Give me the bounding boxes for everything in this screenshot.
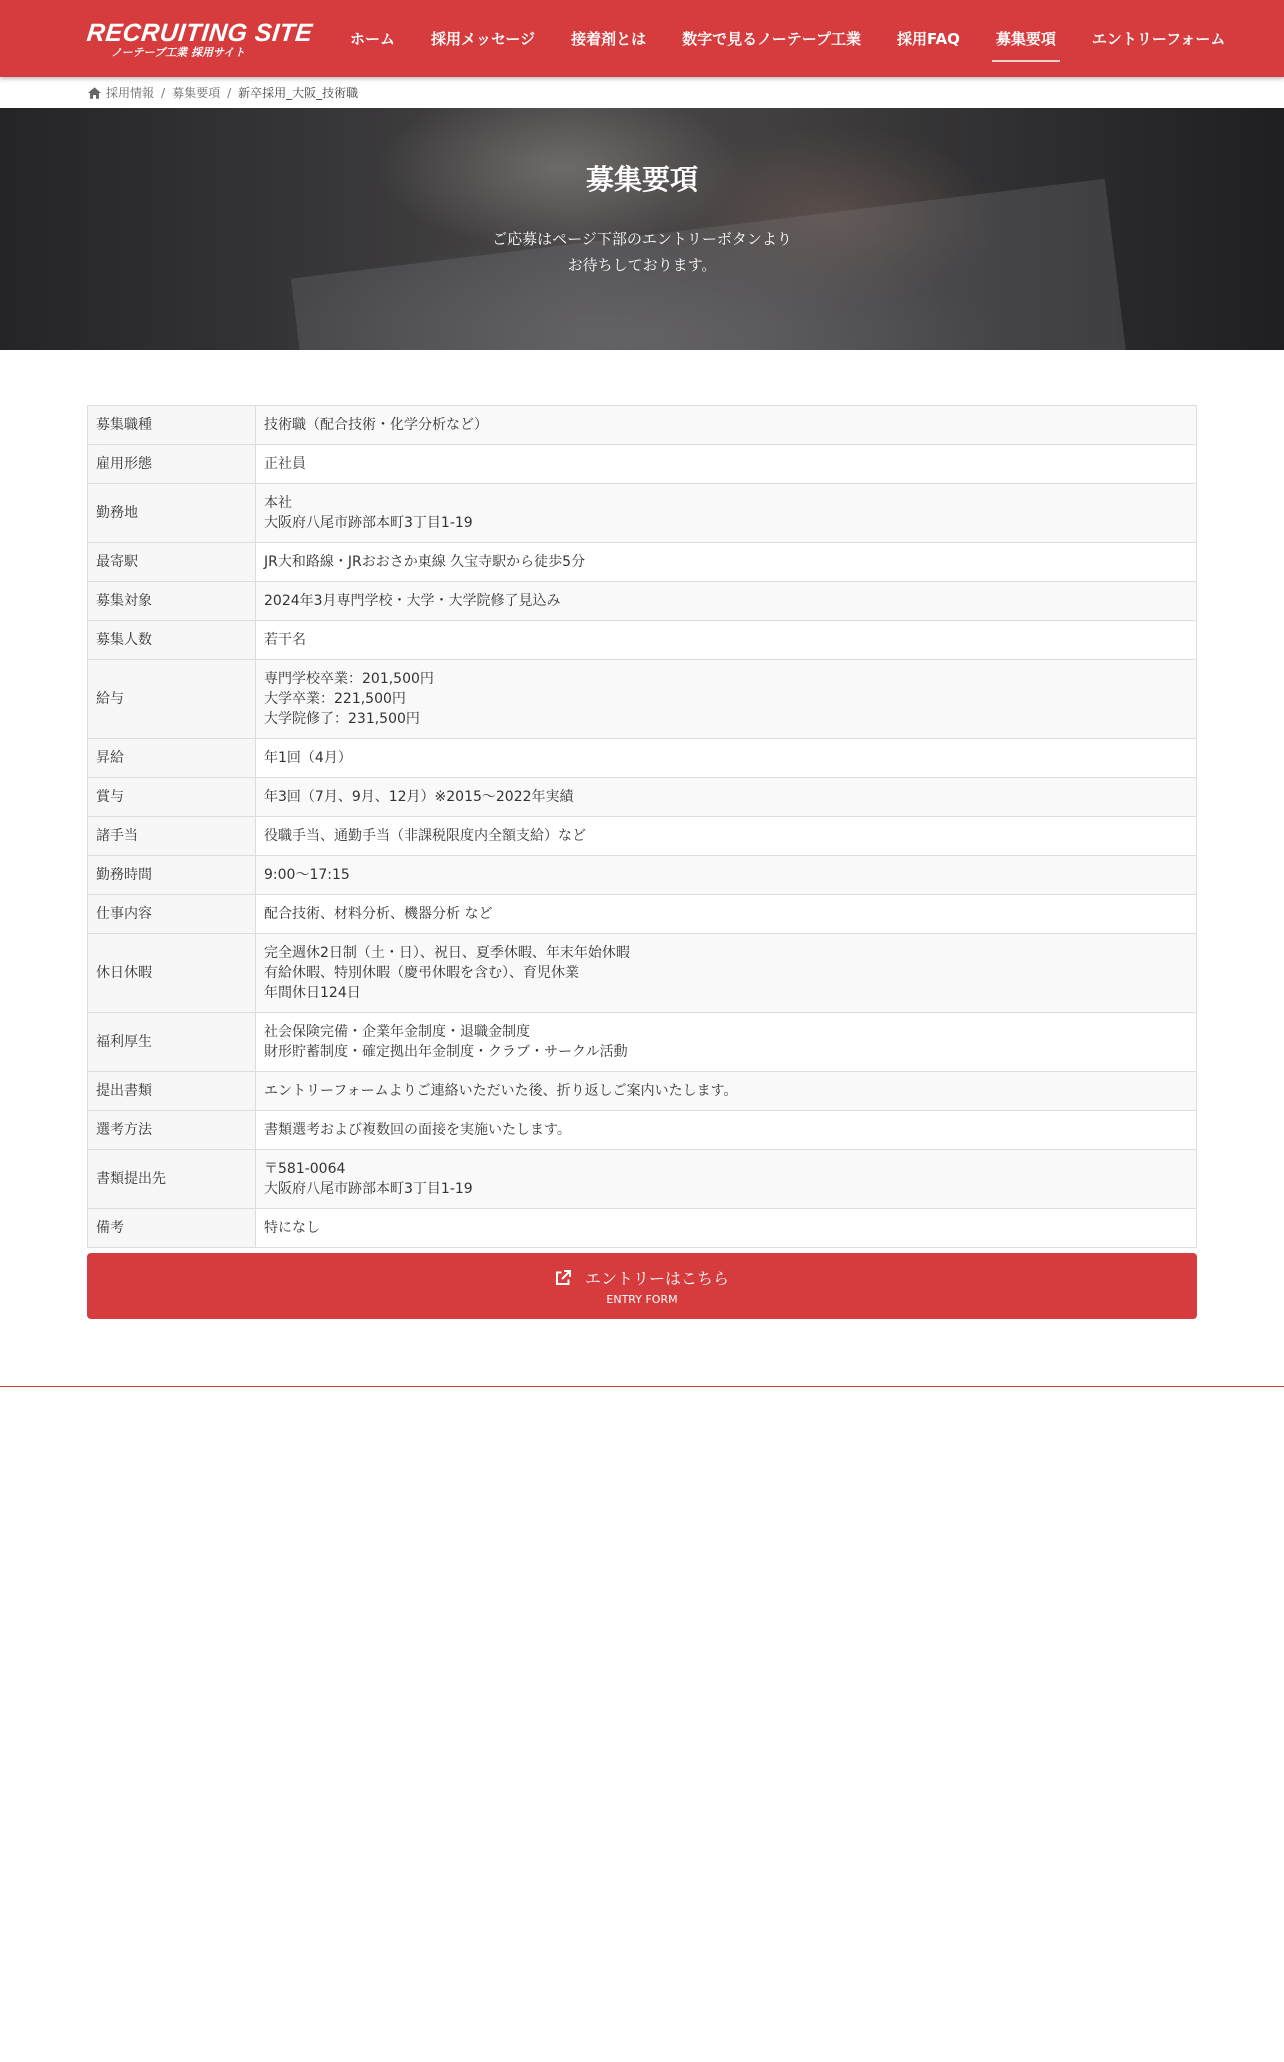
table-row [88, 406, 1197, 445]
global-nav [332, 0, 1243, 77]
row-label: 備考 [88, 1209, 256, 1248]
entry-button-sub-label: ENTRY FORM [606, 1293, 678, 1306]
row-value-line: 完全週休2日制（土・日）、祝日、夏季休暇、年末年始休暇 [264, 945, 630, 961]
row-value [256, 1111, 1197, 1150]
row-value [256, 543, 1197, 582]
table-row [88, 543, 1197, 582]
row-value-line: 年間休日124日 [264, 985, 361, 1001]
home-icon [88, 87, 101, 99]
row-label: 勤務地 [88, 484, 256, 543]
logo-main-text: RECRUITING SITE [85, 19, 315, 47]
row-label: 賞与 [88, 778, 256, 817]
hero-text-line1: ご応募はページ下部のエントリーボタンより [492, 230, 792, 248]
hero-text-line2: お待ちしております。 [567, 256, 717, 274]
table-row [88, 1209, 1197, 1248]
row-label: 雇用形態 [88, 445, 256, 484]
row-value-line: 財形貯蓄制度・確定拠出年金制度・クラブ・サークル活動 [264, 1044, 628, 1060]
table-row [88, 817, 1197, 856]
breadcrumb-current: 新卒採用_大阪_技術職 [238, 86, 359, 100]
entry-button[interactable] [87, 1253, 1197, 1319]
row-label: 募集対象 [88, 582, 256, 621]
table-row [88, 934, 1197, 1013]
table-row [88, 660, 1197, 739]
table-row [88, 856, 1197, 895]
row-value [256, 856, 1197, 895]
row-value-line: 書類選考および複数回の面接を実施いたします。 [264, 1122, 571, 1138]
row-label: 仕事内容 [88, 895, 256, 934]
table-row [88, 1111, 1197, 1150]
table-row [88, 582, 1197, 621]
row-label: 選考方法 [88, 1111, 256, 1150]
table-row [88, 1013, 1197, 1072]
nav-entry-form[interactable]: エントリーフォーム [1091, 30, 1226, 48]
site-header [0, 0, 1284, 77]
row-value [256, 1013, 1197, 1072]
row-value-line: エントリーフォームよりご連絡いただいた後、折り返しご案内いたします。 [264, 1083, 738, 1099]
row-value [256, 582, 1197, 621]
table-row [88, 739, 1197, 778]
table-row [88, 445, 1197, 484]
row-label: 書類提出先 [88, 1150, 256, 1209]
nav-message[interactable]: 採用メッセージ [431, 30, 536, 48]
row-value-line: 社会保険完備・企業年金制度・退職金制度 [264, 1024, 530, 1040]
footer-divider [0, 1386, 1284, 1387]
row-value-line: 年1回（4月） [264, 750, 352, 766]
requirements-table-body [88, 406, 1197, 1248]
nav-adhesive[interactable]: 接着剤とは [571, 30, 647, 48]
breadcrumb-requirements[interactable]: 募集要項 [172, 86, 221, 100]
row-value-line: 有給休暇、特別休暇（慶弔休暇を含む）、育児休業 [264, 965, 579, 981]
breadcrumb-separator: / [227, 85, 232, 100]
row-value-line: 正社員 [264, 456, 306, 472]
nav-home[interactable]: ホーム [350, 30, 396, 48]
row-value [256, 739, 1197, 778]
row-label: 提出書類 [88, 1072, 256, 1111]
breadcrumb-separator: / [161, 85, 166, 100]
table-row [88, 484, 1197, 543]
row-label: 休日休暇 [88, 934, 256, 1013]
nav-requirements[interactable]: 募集要項 [978, 0, 1074, 77]
external-link-icon [555, 1270, 571, 1286]
site-logo[interactable] [87, 20, 313, 60]
row-value [256, 484, 1197, 543]
row-value-line: 技術職（配合技術・化学分析など） [264, 417, 488, 433]
row-label: 福利厚生 [88, 1013, 256, 1072]
row-value-line: 年3回（7月、9月、12月）※2015～2022年実績 [264, 789, 574, 805]
row-value-line: JR大和路線・JRおおさか東線 久宝寺駅から徒歩5分 [264, 554, 586, 570]
breadcrumb [0, 77, 1284, 108]
requirements-table [87, 405, 1197, 1248]
table-row [88, 621, 1197, 660]
row-value [256, 1072, 1197, 1111]
row-label: 勤務時間 [88, 856, 256, 895]
logo-sub-text: ノーテープ工業 採用サイト [111, 46, 246, 59]
row-value [256, 445, 1197, 484]
row-value [256, 406, 1197, 445]
row-value [256, 895, 1197, 934]
entry-button-label: エントリーはこちら [584, 1269, 729, 1288]
row-value-line: 〒581-0064 [264, 1161, 346, 1177]
row-value [256, 621, 1197, 660]
table-row [88, 1150, 1197, 1209]
table-row [88, 778, 1197, 817]
row-label: 諸手当 [88, 817, 256, 856]
row-value [256, 1150, 1197, 1209]
row-label: 給与 [88, 660, 256, 739]
nav-faq[interactable]: 採用FAQ [896, 30, 960, 48]
nav-numbers[interactable]: 数字で見るノーテープ工業 [682, 30, 861, 48]
row-label: 昇給 [88, 739, 256, 778]
row-value-line: 大学院修了：231,500円 [264, 711, 420, 727]
row-value-line: 2024年3月専門学校・大学・大学院修了見込み [264, 593, 561, 609]
hero-description [0, 226, 1284, 278]
row-value-line: 特になし [264, 1220, 320, 1236]
row-label: 募集職種 [88, 406, 256, 445]
table-row [88, 1072, 1197, 1111]
row-value-line: 大阪府八尾市跡部本町3丁目1-19 [264, 515, 473, 531]
row-value-line: 本社 [264, 495, 292, 511]
row-label: 最寄駅 [88, 543, 256, 582]
row-value-line: 大学卒業：221,500円 [264, 691, 406, 707]
table-row [88, 895, 1197, 934]
entry-button-main [87, 1266, 1197, 1289]
hero-banner [0, 108, 1284, 350]
page-title: 募集要項 [585, 163, 698, 196]
row-value [256, 1209, 1197, 1248]
row-label: 募集人数 [88, 621, 256, 660]
row-value-line: 役職手当、通勤手当（非課税限度内全額支給）など [264, 828, 586, 844]
row-value [256, 778, 1197, 817]
row-value [256, 660, 1197, 739]
row-value [256, 817, 1197, 856]
row-value-line: 配合技術、材料分析、機器分析 など [264, 906, 493, 922]
row-value [256, 934, 1197, 1013]
breadcrumb-recruit-info[interactable]: 採用情報 [106, 86, 155, 100]
row-value-line: 9:00～17:15 [264, 867, 350, 883]
row-value-line: 大阪府八尾市跡部本町3丁目1-19 [264, 1181, 473, 1197]
row-value-line: 若干名 [264, 632, 306, 648]
row-value-line: 専門学校卒業：201,500円 [264, 671, 434, 687]
